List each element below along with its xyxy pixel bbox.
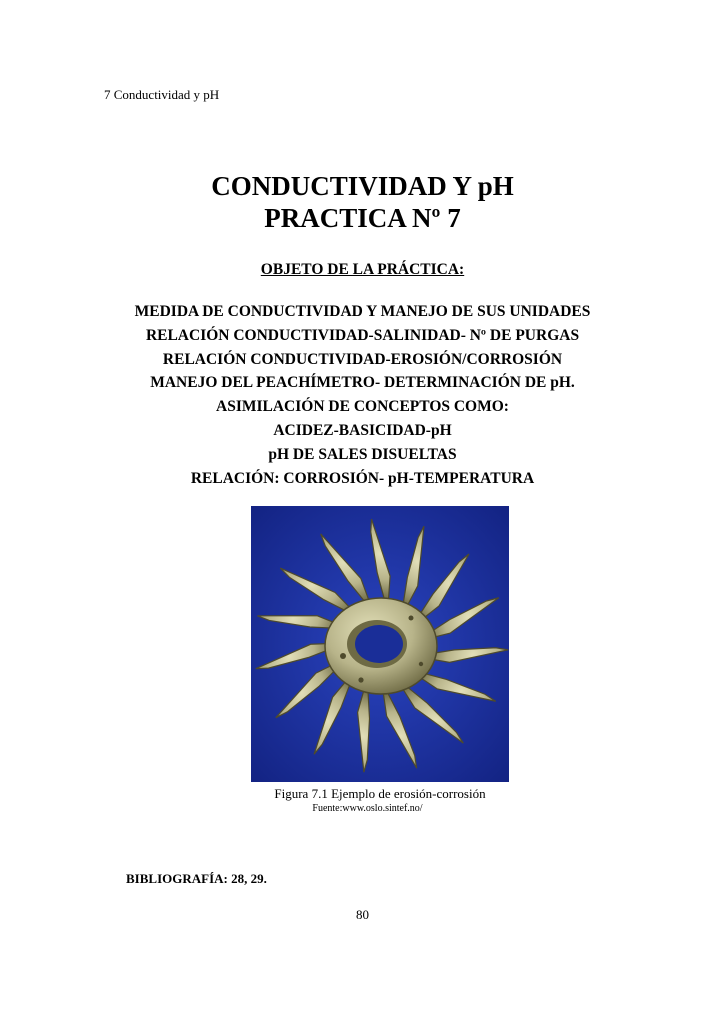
bibliography: BIBLIOGRAFÍA: 28, 29. <box>126 871 267 886</box>
figure-source: Fuente:www.oslo.sintef.no/ <box>312 803 423 814</box>
figure-caption: Figura 7.1 Ejemplo de erosión-corrosión <box>274 786 486 801</box>
objective-item: MANEJO DEL PEACHÍMETRO- DETERMINACIÓN DE pH. <box>150 374 575 392</box>
objective-item: RELACIÓN: CORROSIÓN- pH-TEMPERATURA <box>190 469 535 487</box>
page-number: 80 <box>356 907 369 922</box>
page-title: CONDUCTIVIDAD Y pH <box>211 171 514 201</box>
running-header: 7 Conductividad y pH <box>104 87 220 102</box>
corroded-impeller-image <box>251 506 509 782</box>
objective-item: RELACIÓN CONDUCTIVIDAD-SALINIDAD- Nº DE PURGAS <box>145 326 580 344</box>
objective-item: ASIMILACIÓN DE CONCEPTOS COMO: <box>216 398 509 416</box>
objective-item: RELACIÓN CONDUCTIVIDAD-EROSIÓN/CORROSIÓN <box>162 350 563 368</box>
objective-heading: OBJETO DE LA PRÁCTICA: <box>260 261 465 278</box>
objective-item: MEDIDA DE CONDUCTIVIDAD Y MANEJO DE SUS UNIDADES <box>134 303 591 320</box>
objective-list <box>0 300 725 490</box>
objective-item: ACIDEZ-BASICIDAD-pH <box>273 421 452 439</box>
erosion-corrosion-photo <box>251 506 509 782</box>
page-subtitle: PRACTICA Nº 7 <box>264 203 461 233</box>
objective-item: pH DE SALES DISUELTAS <box>268 445 457 463</box>
